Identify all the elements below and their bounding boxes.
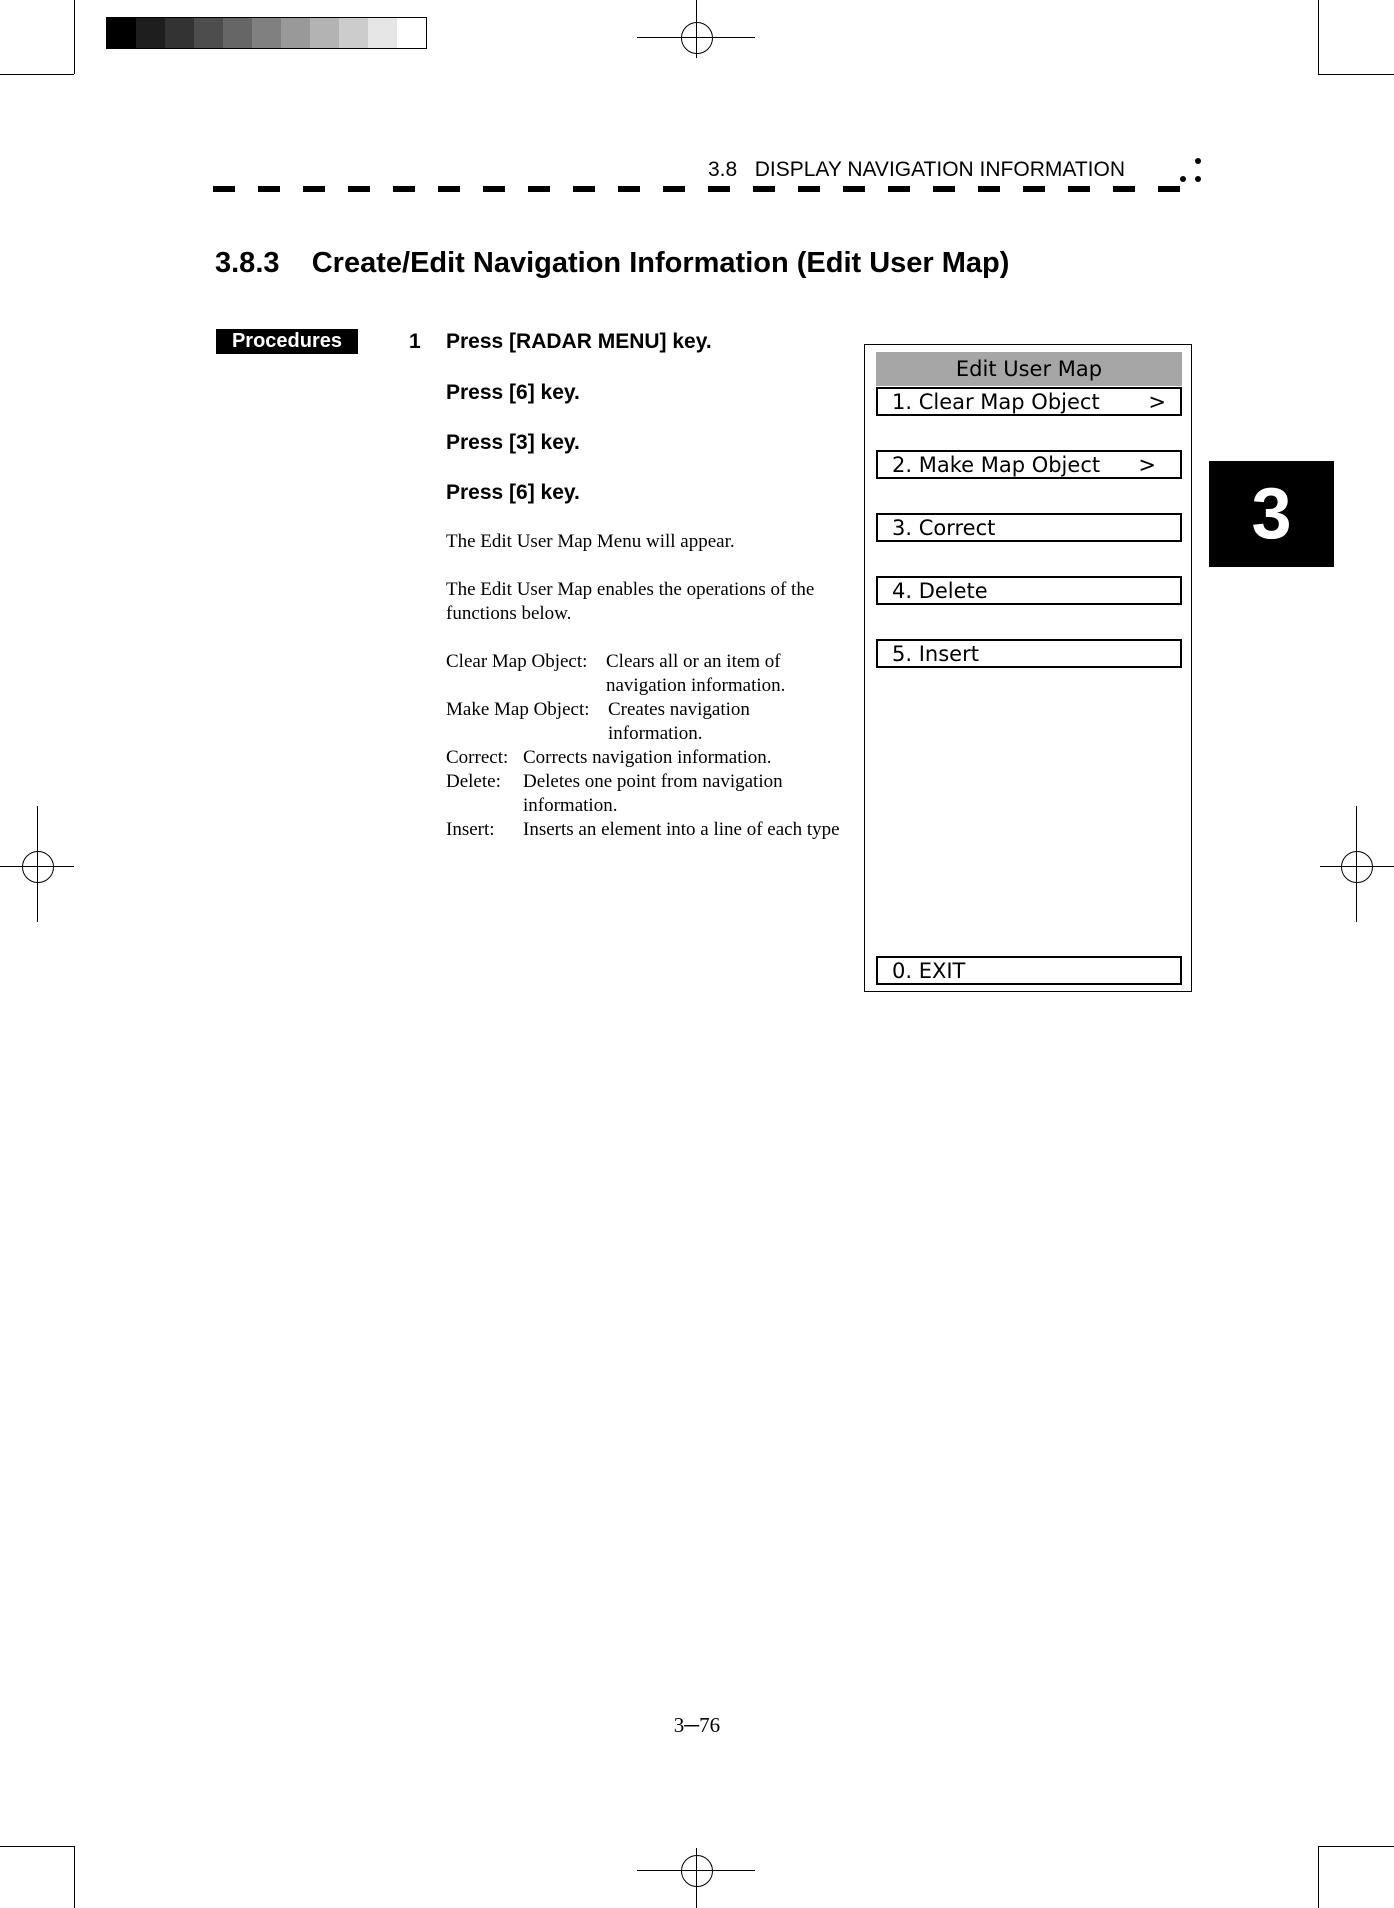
step-line: Press [6] key. xyxy=(446,481,580,504)
definition-text: Corrects navigation information. xyxy=(523,747,772,768)
grayscale-swatch xyxy=(165,18,194,48)
grayscale-swatch xyxy=(252,18,281,48)
menu-item-clear-map-object[interactable]: 1. Clear Map Object > xyxy=(876,387,1182,416)
crop-mark xyxy=(74,0,75,74)
menu-item-correct[interactable]: 3. Correct xyxy=(876,513,1182,542)
crop-mark xyxy=(1318,0,1319,74)
grayscale-swatch xyxy=(368,18,397,48)
submenu-arrow-icon: > xyxy=(1138,453,1156,477)
grayscale-swatch xyxy=(339,18,368,48)
menu-item-make-map-object[interactable]: 2. Make Map Object > xyxy=(876,450,1182,479)
grayscale-swatch xyxy=(136,18,165,48)
crop-mark xyxy=(0,74,74,75)
definition-text: Clears all or an item of navigation information. xyxy=(606,651,786,696)
menu-item-delete[interactable]: 4. Delete xyxy=(876,576,1182,605)
definition-label: Correct: xyxy=(446,747,509,768)
definition-label: Delete: xyxy=(446,771,501,792)
grayscale-swatch xyxy=(107,18,136,48)
grayscale-swatch xyxy=(194,18,223,48)
definition-label: Insert: xyxy=(446,819,495,840)
definition-text: Creates navigation information. xyxy=(608,699,750,744)
crop-mark xyxy=(1318,1846,1319,1908)
body-paragraph: The Edit User Map enables the operations of the functions below. xyxy=(446,579,815,624)
step-line: Press [RADAR MENU] key. xyxy=(446,330,712,353)
crop-mark xyxy=(0,1846,74,1847)
definition-label: Clear Map Object: xyxy=(446,651,588,672)
definition-text: Inserts an element into a line of each type xyxy=(523,819,840,840)
crop-mark xyxy=(74,1846,75,1908)
step-line: Press [3] key. xyxy=(446,431,580,454)
header-dot xyxy=(1180,176,1186,182)
step-line: Press [6] key. xyxy=(446,381,580,404)
page-number: 3─76 xyxy=(673,1713,721,1737)
edit-user-map-menu xyxy=(864,344,1192,992)
grayscale-swatch xyxy=(223,18,252,48)
grayscale-swatch xyxy=(281,18,310,48)
menu-item-exit[interactable]: 0. EXIT xyxy=(876,956,1182,985)
definition-text: Deletes one point from navigation information. xyxy=(523,771,783,816)
grayscale-swatch xyxy=(397,18,426,48)
crop-mark xyxy=(1318,1846,1394,1847)
grayscale-swatch xyxy=(310,18,339,48)
body-paragraph: The Edit User Map Menu will appear. xyxy=(446,531,735,552)
section-title: 3.8.3 Create/Edit Navigation Information (Edit User Map) xyxy=(215,247,1010,279)
chapter-tab: 3 xyxy=(1209,461,1334,567)
crop-mark xyxy=(1318,74,1394,75)
menu-item-insert[interactable]: 5. Insert xyxy=(876,639,1182,668)
header-dot xyxy=(1195,158,1201,164)
header-rule xyxy=(213,186,1203,192)
grayscale-strip xyxy=(106,17,427,49)
procedures-label: Procedures xyxy=(216,329,358,354)
step-number: 1 xyxy=(409,330,421,353)
running-header: 3.8 DISPLAY NAVIGATION INFORMATION xyxy=(708,158,1125,181)
menu-title: Edit User Map xyxy=(876,352,1182,386)
header-dot xyxy=(1195,176,1201,182)
submenu-arrow-icon: > xyxy=(1148,390,1166,414)
definition-label: Make Map Object: xyxy=(446,699,590,720)
